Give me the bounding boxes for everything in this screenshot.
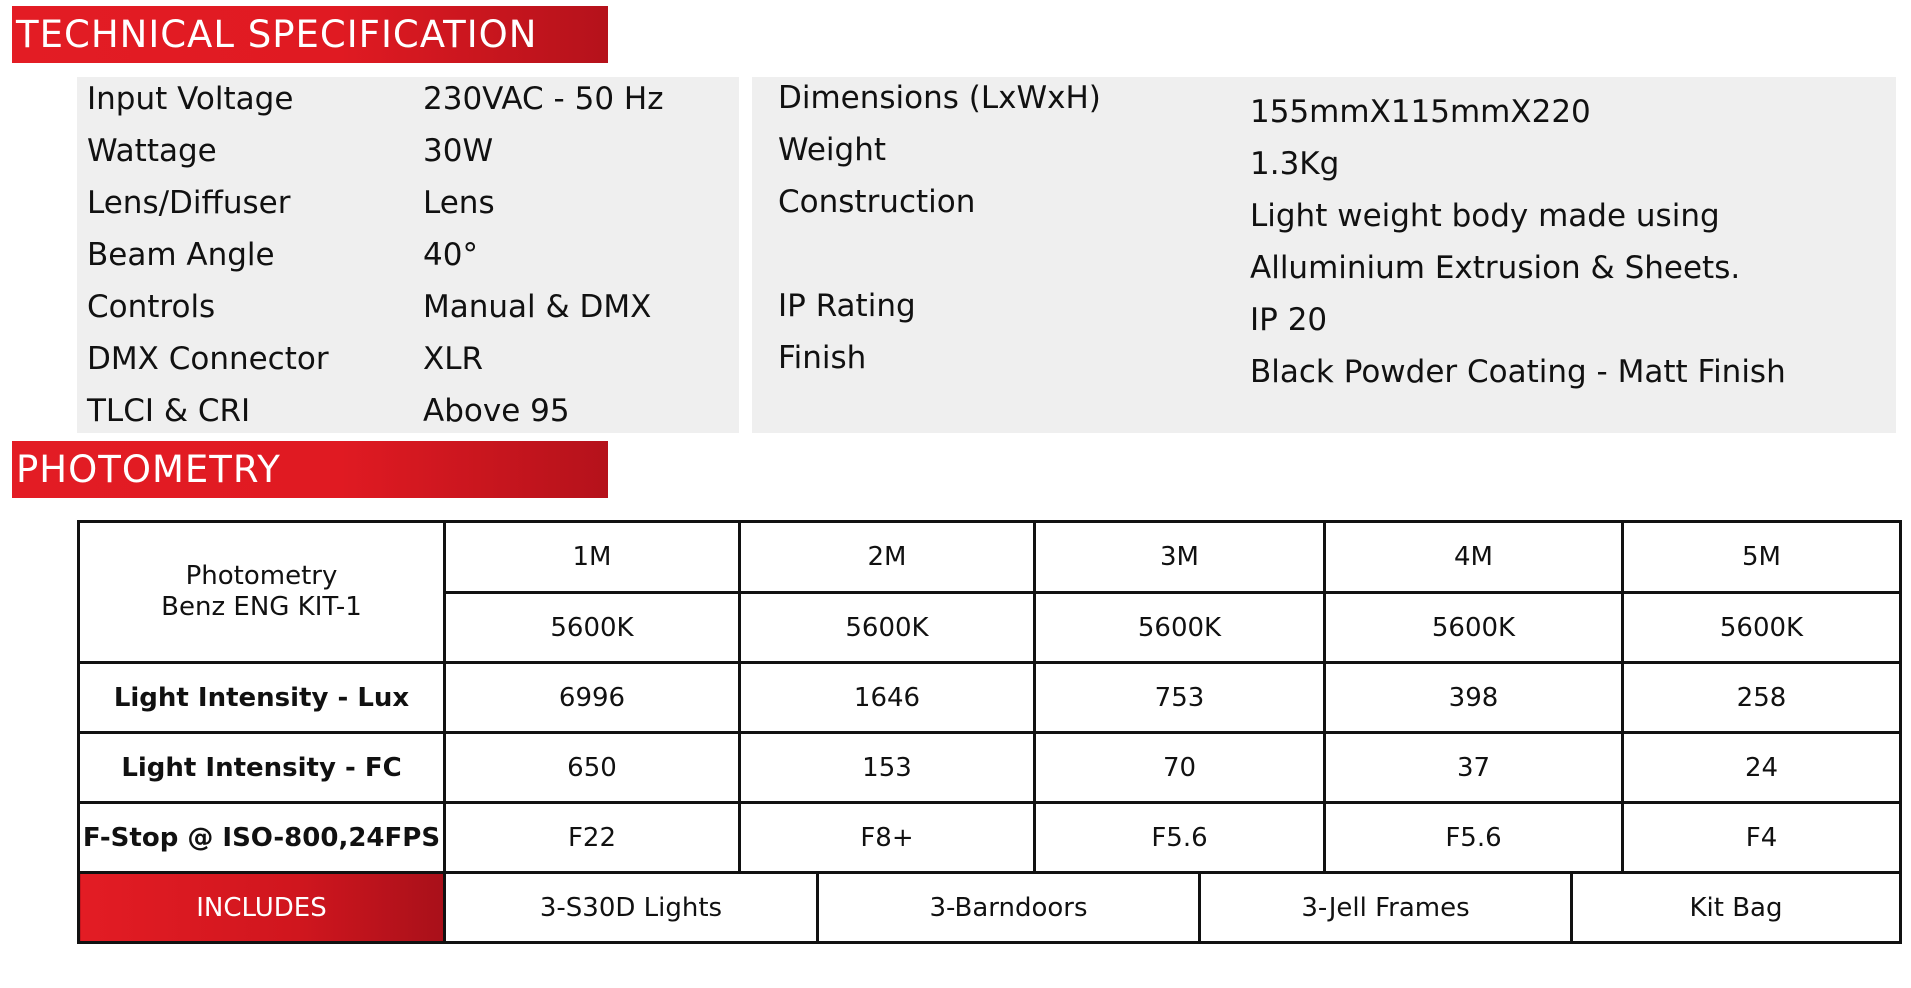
table-row <box>79 733 1901 803</box>
color-temp-cell: 5600K <box>1623 593 1901 663</box>
color-temp-cell: 5600K <box>1035 593 1325 663</box>
table-cell: F4 <box>1623 803 1901 873</box>
table-cell: 753 <box>1035 663 1325 733</box>
spec-value: 155mmX115mmX220 <box>1250 94 1591 130</box>
spec-value: 230VAC - 50 Hz <box>423 81 664 117</box>
spec-label: Weight <box>778 132 887 168</box>
included-item: 3-Barndoors <box>816 874 1198 941</box>
spec-label: Controls <box>87 289 216 325</box>
spec-label: TLCI & CRI <box>87 393 251 429</box>
table-cell: 153 <box>740 733 1035 803</box>
table-cell: F5.6 <box>1035 803 1325 873</box>
spec-value: 40° <box>423 237 478 273</box>
color-temp-cell: 5600K <box>1325 593 1623 663</box>
spec-panel-right <box>752 77 1896 433</box>
table-cell: F22 <box>445 803 740 873</box>
table-row <box>79 663 1901 733</box>
includes-label: INCLUDES <box>79 873 445 943</box>
spec-value: Lens <box>423 185 495 221</box>
photometry-table <box>77 520 1902 944</box>
table-cell: 258 <box>1623 663 1901 733</box>
spec-value: Light weight body made using <box>1250 198 1720 234</box>
includes-list <box>445 873 1901 943</box>
table-cell: F5.6 <box>1325 803 1623 873</box>
color-temp-cell: 5600K <box>740 593 1035 663</box>
spec-label: Input Voltage <box>87 81 294 117</box>
spec-label: Construction <box>778 184 976 220</box>
table-cell: 37 <box>1325 733 1623 803</box>
table-row <box>79 803 1901 873</box>
spec-value: Alluminium Extrusion & Sheets. <box>1250 250 1741 286</box>
included-item: Kit Bag <box>1570 874 1899 941</box>
table-cell: 70 <box>1035 733 1325 803</box>
distance-header: 4M <box>1325 522 1623 593</box>
spec-value: 1.3Kg <box>1250 146 1340 182</box>
spec-label: Dimensions (LxWxH) <box>778 80 1101 116</box>
spec-label: IP Rating <box>778 288 916 324</box>
photometry-title: Photometry <box>185 560 338 591</box>
table-cell: 398 <box>1325 663 1623 733</box>
spec-value: XLR <box>423 341 484 377</box>
included-item: 3-Jell Frames <box>1198 874 1570 941</box>
spec-value: Manual & DMX <box>423 289 652 325</box>
row-label: F-Stop @ ISO-800,24FPS <box>79 803 445 873</box>
technical-specification-heading: TECHNICAL SPECIFICATION <box>12 6 608 63</box>
spec-label: DMX Connector <box>87 341 329 377</box>
spec-value: 30W <box>423 133 494 169</box>
distance-header: 2M <box>740 522 1035 593</box>
distance-header: 3M <box>1035 522 1325 593</box>
includes-row <box>79 873 1901 943</box>
color-temp-cell: 5600K <box>445 593 740 663</box>
spec-value: Black Powder Coating - Matt Finish <box>1250 354 1786 390</box>
row-label: Light Intensity - FC <box>79 733 445 803</box>
distance-header: 5M <box>1623 522 1901 593</box>
table-cell: 6996 <box>445 663 740 733</box>
spec-value: IP 20 <box>1250 302 1328 338</box>
table-cell: 1646 <box>740 663 1035 733</box>
spec-panel-left <box>77 77 739 433</box>
table-cell: 650 <box>445 733 740 803</box>
photometry-title-cell <box>79 522 445 663</box>
spec-label: Finish <box>778 340 867 376</box>
table-cell: 24 <box>1623 733 1901 803</box>
spec-label: Lens/Diffuser <box>87 185 291 221</box>
spec-label: Wattage <box>87 133 217 169</box>
kit-name: Benz ENG KIT-1 <box>161 592 362 622</box>
photometry-heading: PHOTOMETRY <box>12 441 608 498</box>
distance-header: 1M <box>445 522 740 593</box>
spec-value: Above 95 <box>423 393 570 429</box>
table-cell: F8+ <box>740 803 1035 873</box>
included-item: 3-S30D Lights <box>539 892 723 923</box>
row-label: Light Intensity - Lux <box>79 663 445 733</box>
spec-label: Beam Angle <box>87 237 275 273</box>
